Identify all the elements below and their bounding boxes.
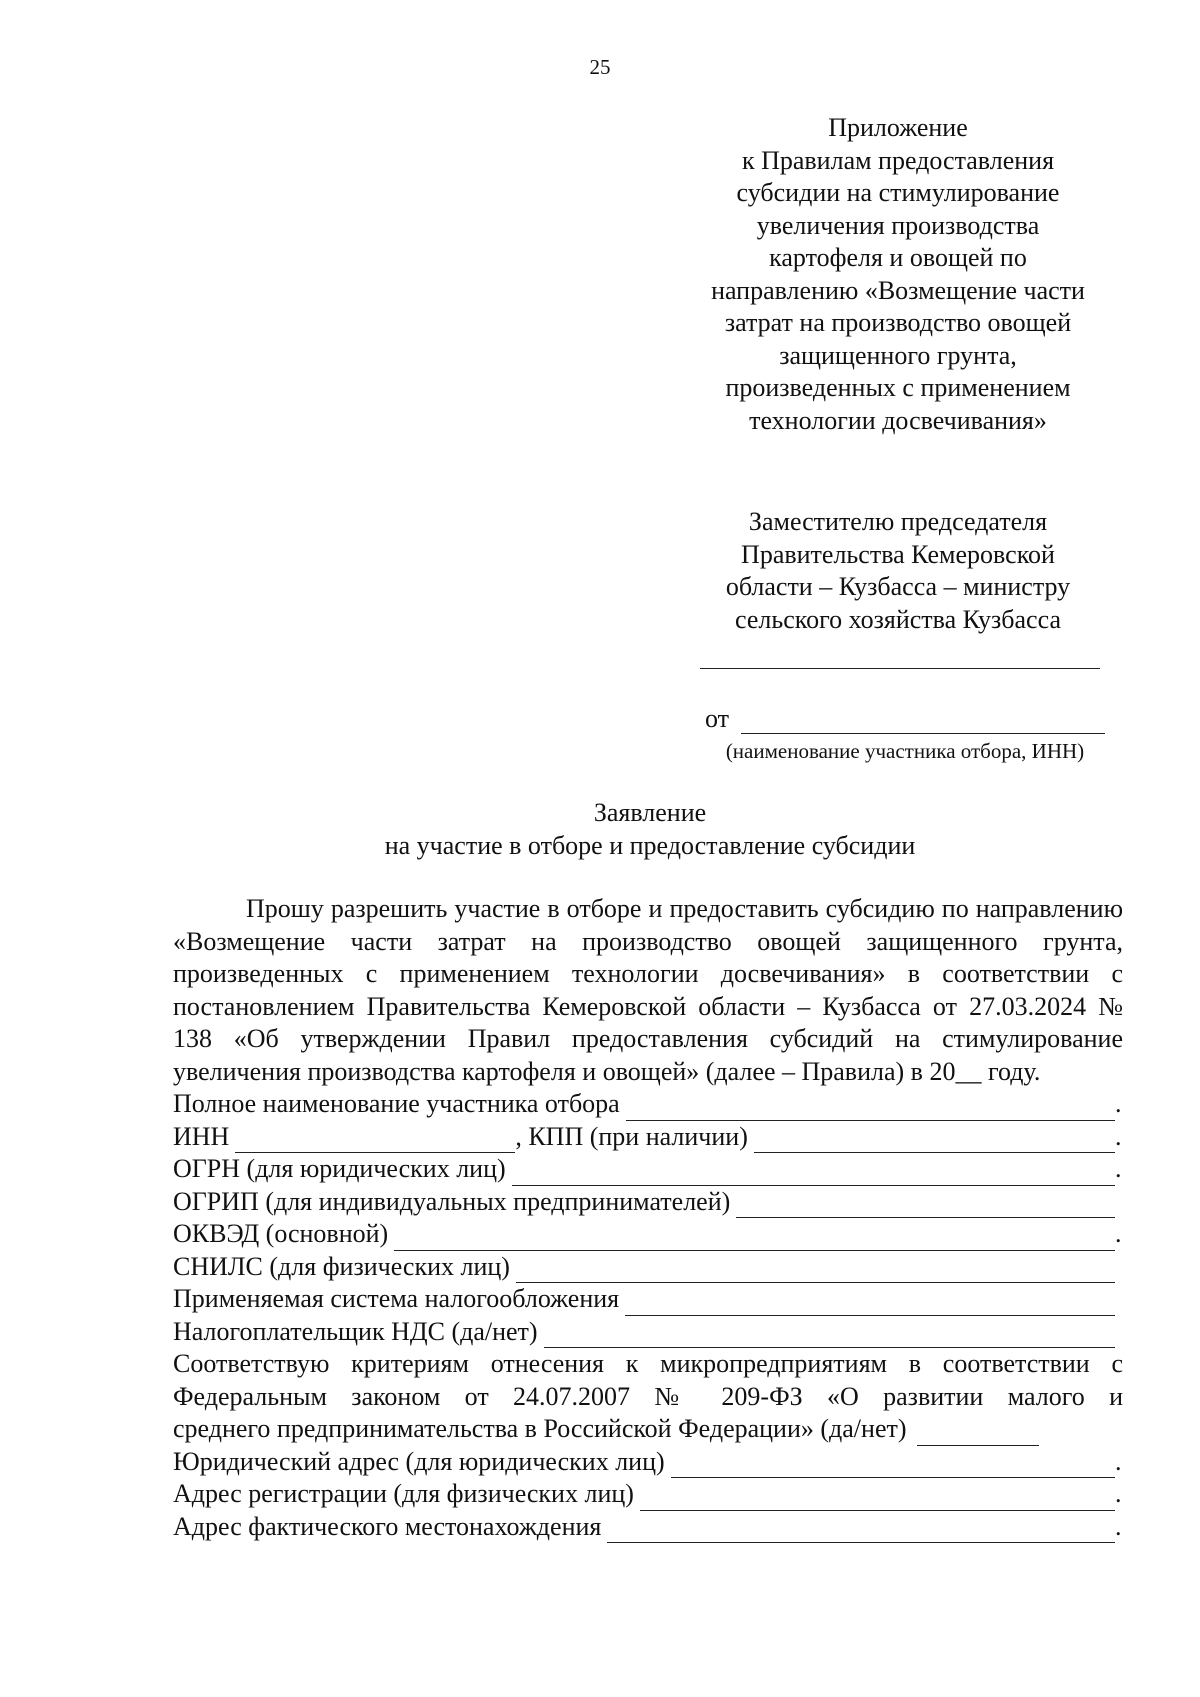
application-body — [173, 893, 1123, 1543]
field-dot: . — [1115, 1219, 1122, 1248]
addressee-blank-field[interactable] — [700, 668, 1100, 669]
field-label: среднего предпринимательства в Российской Федерации» (да/нет) — [173, 1414, 907, 1443]
appendix-line: Приложение — [828, 113, 968, 142]
field-snils — [173, 1251, 1123, 1284]
ogrip-blank[interactable] — [736, 1193, 1115, 1218]
appendix-line: увеличения производства — [756, 210, 1040, 240]
field-label: Применяемая система налогообложения — [173, 1284, 620, 1313]
field-label: СНИЛС (для физических лиц) — [173, 1251, 510, 1281]
request-paragraph: Прошу разрешить участие в отборе и предоставить субсидию по направлению «Возмещение части затрат на производство овощей защищенного грунта, произведенных с применением технологии досвечивания» в соответствии с постановлением Правительства Кемеровской области – Кузбасса от 27.03.2024 № 138 «Об утверждении Правил предоставления субсидий на стимулирование увеличения производства картофеля и овощей» (далее – Правила) в 20__ году. — [173, 894, 1123, 1086]
kpp-blank[interactable] — [754, 1128, 1115, 1153]
field-micro-enterprise — [173, 1413, 1123, 1446]
field-ogrn — [173, 1153, 1123, 1186]
okved-blank[interactable] — [394, 1226, 1115, 1251]
appendix-line: затрат на производство овощей — [724, 308, 1072, 337]
appendix-line: защищенного грунта, — [779, 340, 1017, 370]
field-label: ОГРИП (для индивидуальных предпринимателей) — [173, 1186, 731, 1216]
title-line-1: Заявление — [593, 798, 707, 827]
field-label: Адрес фактического местонахождения — [173, 1511, 602, 1541]
appendix-line: картофеля и овощей по — [769, 243, 1027, 272]
appendix-line: произведенных с применением — [725, 373, 1071, 402]
addressee-block — [678, 506, 1118, 636]
addressee-line: сельского хозяйства Кузбасса — [735, 604, 1061, 634]
appendix-line: направлению «Возмещение части — [711, 275, 1085, 305]
field-actual-address — [173, 1511, 1123, 1544]
actual-address-blank[interactable] — [607, 1518, 1115, 1543]
field-okved — [173, 1218, 1123, 1251]
title-line-2: на участие в отборе и предоставление субсидии — [384, 830, 916, 860]
from-row — [705, 704, 1105, 734]
micro-enterprise-blank[interactable] — [917, 1421, 1039, 1446]
snils-blank[interactable] — [516, 1258, 1115, 1283]
appendix-line: технологии досвечивания» — [749, 405, 1047, 435]
field-dot: . — [1115, 1511, 1122, 1541]
full-name-blank[interactable] — [626, 1096, 1115, 1121]
field-label: ОГРН (для юридических лиц) — [173, 1154, 506, 1183]
field-label: Адрес регистрации (для физических лиц) — [173, 1479, 634, 1508]
field-legal-address — [173, 1446, 1123, 1479]
ogrn-blank[interactable] — [512, 1161, 1115, 1186]
field-label: Юридический адрес (для юридических лиц) — [173, 1446, 665, 1476]
field-inn-kpp — [173, 1121, 1123, 1154]
field-dot: . — [1115, 1154, 1122, 1183]
micro-enterprise-text: Соответствую критериям отнесения к микропредприятиям в соответствии с Федеральным законом от 24.07.2007 № 209-ФЗ «О развитии малого и — [173, 1349, 1123, 1411]
page-number: 25 — [589, 55, 611, 79]
field-label: , КПП (при наличии) — [515, 1121, 748, 1151]
legal-address-blank[interactable] — [671, 1453, 1115, 1478]
inn-blank[interactable] — [235, 1128, 515, 1153]
document-title — [0, 797, 1200, 862]
field-vat — [173, 1316, 1123, 1349]
field-registration-address — [173, 1478, 1123, 1511]
appendix-line: субсидии на стимулирование — [736, 178, 1060, 207]
vat-blank[interactable] — [544, 1323, 1115, 1348]
field-label: Полное наименование участника отбора — [173, 1089, 620, 1118]
field-label: Налогоплательщик НДС (да/нет) — [173, 1316, 538, 1346]
field-dot: . — [1115, 1446, 1122, 1476]
addressee-line: области – Кузбасса – министру — [725, 572, 1071, 601]
field-full-name — [173, 1088, 1123, 1121]
from-label: от — [705, 704, 730, 733]
appendix-line: к Правилам предоставления — [741, 145, 1055, 175]
field-label: ОКВЭД (основной) — [173, 1219, 389, 1248]
field-dot: . — [1115, 1121, 1122, 1151]
from-blank-field[interactable] — [741, 709, 1105, 734]
tax-system-blank[interactable] — [625, 1291, 1115, 1316]
field-dot: . — [1115, 1089, 1122, 1118]
field-ogrip — [173, 1186, 1123, 1219]
field-tax-system — [173, 1283, 1123, 1316]
addressee-line: Правительства Кемеровской — [741, 539, 1055, 569]
from-caption: (наименование участника отбора, ИНН) — [725, 739, 1085, 763]
addressee-line: Заместителю председателя — [748, 507, 1048, 536]
field-dot: . — [1115, 1479, 1122, 1508]
registration-address-blank[interactable] — [640, 1486, 1115, 1511]
field-label: ИНН — [173, 1121, 230, 1151]
appendix-heading — [678, 112, 1118, 437]
